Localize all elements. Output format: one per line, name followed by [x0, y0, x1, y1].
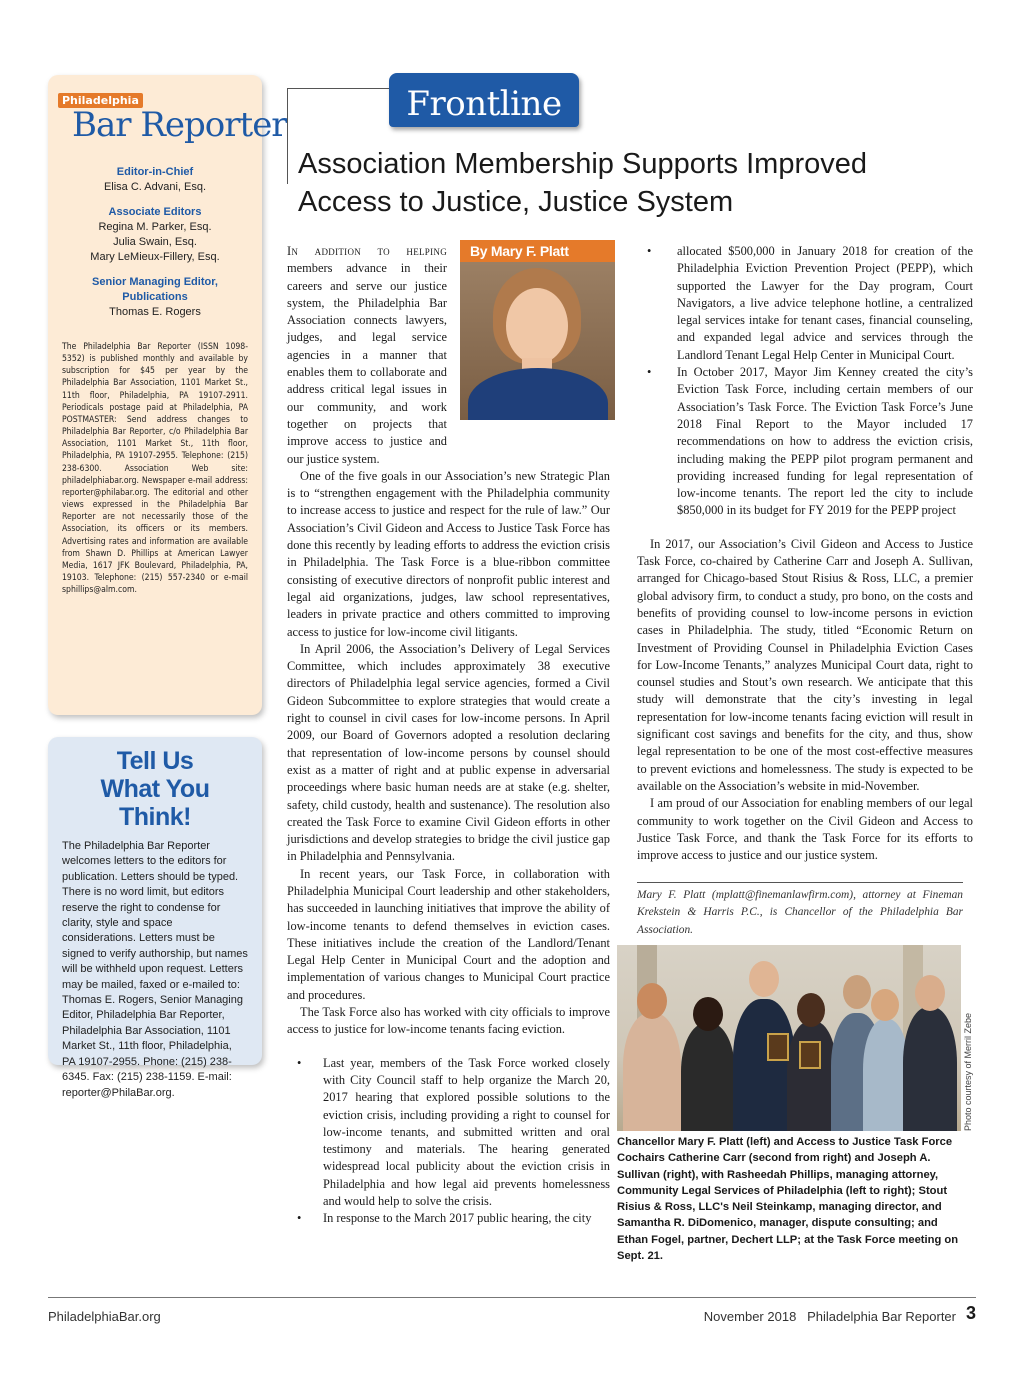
- staff-role: Editor-in-Chief: [116, 166, 194, 178]
- author-note: Mary F. Platt (mplatt@finemanlawfirm.com), attorney at Fineman Krekstein & Harris P.C., is Chancellor of the Philadelphia Bar Association.: [637, 889, 963, 936]
- staff-name: Regina M. Parker, Esq.: [98, 221, 212, 233]
- masthead-box: [48, 75, 287, 715]
- headline-line2: Access to Justice, Justice System: [298, 186, 734, 218]
- bullet-item: • In response to the March 2017 public hearing, the city: [287, 1210, 610, 1227]
- staff-name: Elisa C. Advani, Esq.: [103, 181, 207, 193]
- page-number: 3: [966, 1303, 977, 1323]
- footer-divider: [48, 1297, 976, 1298]
- publication-info: The Philadelphia Bar Reporter (ISSN 1098-5352) is published monthly and available by subscription for $45 per year by the Philadelphia Bar Association, 1101 Market St., 11th floor, Philadelphia, PA 19107-2911. Periodicals postage paid at Philadelphia, PA POSTMASTER: Send address changes to Philadelphia Bar Reporter, c/o Philadelphia Bar Association, 1101 Market St., 11th floor, Philadelphia, PA 19107-2955. Telephone: (215) 238-6300. Association Web site: philadelphiabar.org. Newspaper e-mail address: reporter@philabar.org. The editorial and other views expressed in the Philadelphia Bar Reporter are not necessarily those of the Association, its officers or its members. Advertising rates and information are available from Shawn D. Phillips at American Lawyer Media, 1617 JFK Boulevard, Philadelphia, PA, 19103. Telephone: (215) 557-2340 or e-mail sphillips@alm.com.: [62, 342, 248, 596]
- bullet-item: • Last year, members of the Task Force worked closely with City Council staff to help organize the March 20, 2017 hearing that explored possible solutions to the eviction crisis, including providing a right to counsel for low-income tenants, and submitted written and oral testimony and materials. The hearing generated widespread local publicity about the eviction crisis in Philadelphia and how legal aid prevents homelessness and would help to solve the crisis.: [287, 1055, 610, 1211]
- byline: By Mary F. Platt: [460, 240, 615, 262]
- staff-role: Associate Editors: [108, 206, 202, 218]
- article-paragraph: I am proud of our Association for enabling members of our legal community to work together on the Civil Gideon and Access to Justice Task Force, and thank the Task Force for its efforts to improve access to justice and our justice system.: [637, 796, 973, 863]
- group-photo: [617, 945, 961, 1131]
- footer-issue: November 2018 Philadelphia Bar Reporter: [703, 1309, 956, 1324]
- staff-name: Thomas E. Rogers: [109, 306, 201, 318]
- staff-name: Mary LeMieux-Fillery, Esq.: [90, 251, 220, 263]
- photo-credit: Photo courtesy of Merril Zebe: [963, 1012, 973, 1131]
- page-title: [298, 145, 958, 221]
- article-paragraph: In 2017, our Association’s Civil Gideon and Access to Justice Task Force, co-chaired by Catherine Carr and Joseph A. Sullivan, arranged for Chicago-based Stout Risius & Ross, LLC, a premier global advisory firm, to conduct a study, pro bono, on the costs and benefits of providing counsel to low-income persons in eviction cases in Philadelphia. The study, titled “Economic Return on Investment of Providing Counsel in Philadelphia Eviction Cases for Low-Income Tenants,” analyzes Municipal Court data, right to counsel studies and Stout’s own research. We anticipate that this study will demonstrate that the city’s investing in legal representation for low-income tenants facing eviction will result in significant cost savings and benefits for the city, and thus, show legal representation to be one of the most cost-effective measures to prevent evictions and homelessness. The study is expected to be available on the Association’s website in mid-November.: [637, 536, 973, 793]
- divider: [637, 882, 963, 883]
- paragraph-text: members advance in their careers and serve our justice system, the Philadelphia Bar Association connects lawyers, judges, and legal service agencies in a manner that enables them to collaborate and address critical legal issues in our community, and work together on projects that improve access to justice and our justice system.: [287, 261, 447, 466]
- article-paragraph: [287, 243, 447, 468]
- paragraph-text: allocated $500,000 in January 2018 for creation of the Philadelphia Eviction Prevention Project (PEPP), which supported the Lawyer for the Day program, Court Navigators, a live advice telephone hotline, a centralized legal services intake for tenant cases, financial counseling, and expanded legal advice and services through the Landlord Tenant Legal Help Center in Municipal Court.: [677, 244, 973, 362]
- bullet-item: • In October 2017, Mayor Jim Kenney created the city’s Eviction Task Force, including certain members of our Association’s Task Force. The Eviction Task Force’s June 2018 Final Report to the Mayor included 17 recommendations on how to address the eviction crisis, including making the PEPP pilot program permanent and providing increased funding for legal representation of low-income tenants. The report led the city to include $850,000 in its budget for FY 2019 for the PEPP project: [637, 364, 973, 520]
- article-paragraph: In April 2006, the Association’s Delivery of Legal Services Committee, which includes approximately 38 executive directors of Philadelphia legal service agencies, formed a Civil Gideon Subcommittee to explore strategies that would create a right to counsel in civil cases for low-income persons. In April 2009, our Board of Governors adopted a resolution declaring that representation of low-income persons by counsel should exist as a matter of right and at public expense in adversarial proceedings where basic human needs are at stake (e.g. shelter, safety, child custody, health and sustenance). The resolution also created the Task Force to examine Civil Gideon efforts in other jurisdictions and develop strategies to bridge the civil justice gap in Philadelphia and Pennsylvania.: [287, 641, 610, 864]
- article-paragraph: In recent years, our Task Force, in collaboration with Philadelphia Municipal Court leadership and other stakeholders, has succeeded in launching initiatives that improve the ability of low-income tenants to defend themselves in eviction cases. These initiatives include the creation of the Landlord/Tenant Legal Help Center in Municipal Court and the adoption and implementation of various changes to Municipal Court practice and procedures.: [287, 866, 610, 1002]
- brand-title: Bar Reporter: [72, 105, 287, 145]
- footer-site: PhiladelphiaBar.org: [48, 1309, 161, 1324]
- section-label: Frontline: [389, 73, 579, 127]
- tell-us-title-line2: What You Think!: [100, 775, 210, 831]
- article-paragraph: The Task Force also has worked with city officials to improve access to justice for low-income tenants facing eviction.: [287, 1005, 610, 1037]
- article-column-left: [287, 243, 610, 1228]
- article-paragraph: One of the five goals in our Association’s new Strategic Plan is to “strengthen engagement with the Philadelphia community to increase access to justice and respect for the rule of law.” Our Association’s Civil Gideon and Access to Justice Task Force has done this recently by leading efforts to address the eviction crisis in Philadelphia. The Task Force is a blue-ribbon committee consisting of executive directors of nonprofit public interest and legal aid organizations, judges, law school representatives, leaders in private practice and others committed to improving access to justice for low-income civil litigants.: [287, 468, 610, 639]
- bullet-list: [287, 1055, 610, 1228]
- article-column-right: [637, 243, 973, 864]
- headline-line1: Association Membership Supports Improved: [298, 148, 867, 180]
- tell-us-title: [62, 747, 248, 831]
- tell-us-box: [48, 737, 262, 1099]
- staff-role: Senior Managing Editor, Publications: [92, 276, 218, 303]
- bullet-continuation: [637, 243, 973, 364]
- bullet-list: [637, 243, 973, 520]
- staff-list: [62, 165, 248, 320]
- brand-tag: Philadelphia: [58, 93, 143, 108]
- photo-caption: Chancellor Mary F. Platt (left) and Access to Justice Task Force Cochairs Catherine Carr (second from right) and Joseph A. Sullivan (right), with Rasheedah Phillips, managing attorney, Community Legal Services of Philadelphia (left to right); Stout Risius & Ross, LLC's Neil Steinkamp, managing director, and Samantha R. DiDomenico, manager, dispute consulting; and Ethan Fogel, partner, Dechert LLP; at the Task Force meeting on Sept. 21.: [617, 1136, 959, 1263]
- tell-us-title-line1: Tell Us: [116, 747, 194, 775]
- tell-us-body: The Philadelphia Bar Reporter welcomes letters to the editors for publication. Letters should be typed. There is no word limit, but editors reserve the right to condense for clarity, style and space considerations. Letters must be signed to verify authorship, but names will be withheld upon request. Letters may be mailed, faxed or e-mailed to: Thomas E. Rogers, Senior Managing Editor, Philadelphia Bar Reporter, Philadelphia Bar Association, 1101 Market St., 11th floor, Philadelphia, PA 19107-2955. Phone: (215) 238-6345. Fax: (215) 238-1159. E-mail: reporter@PhilaBar.org.: [62, 840, 248, 1099]
- lead-in: In addition to helping: [287, 244, 447, 258]
- staff-name: Julia Swain, Esq.: [113, 236, 197, 248]
